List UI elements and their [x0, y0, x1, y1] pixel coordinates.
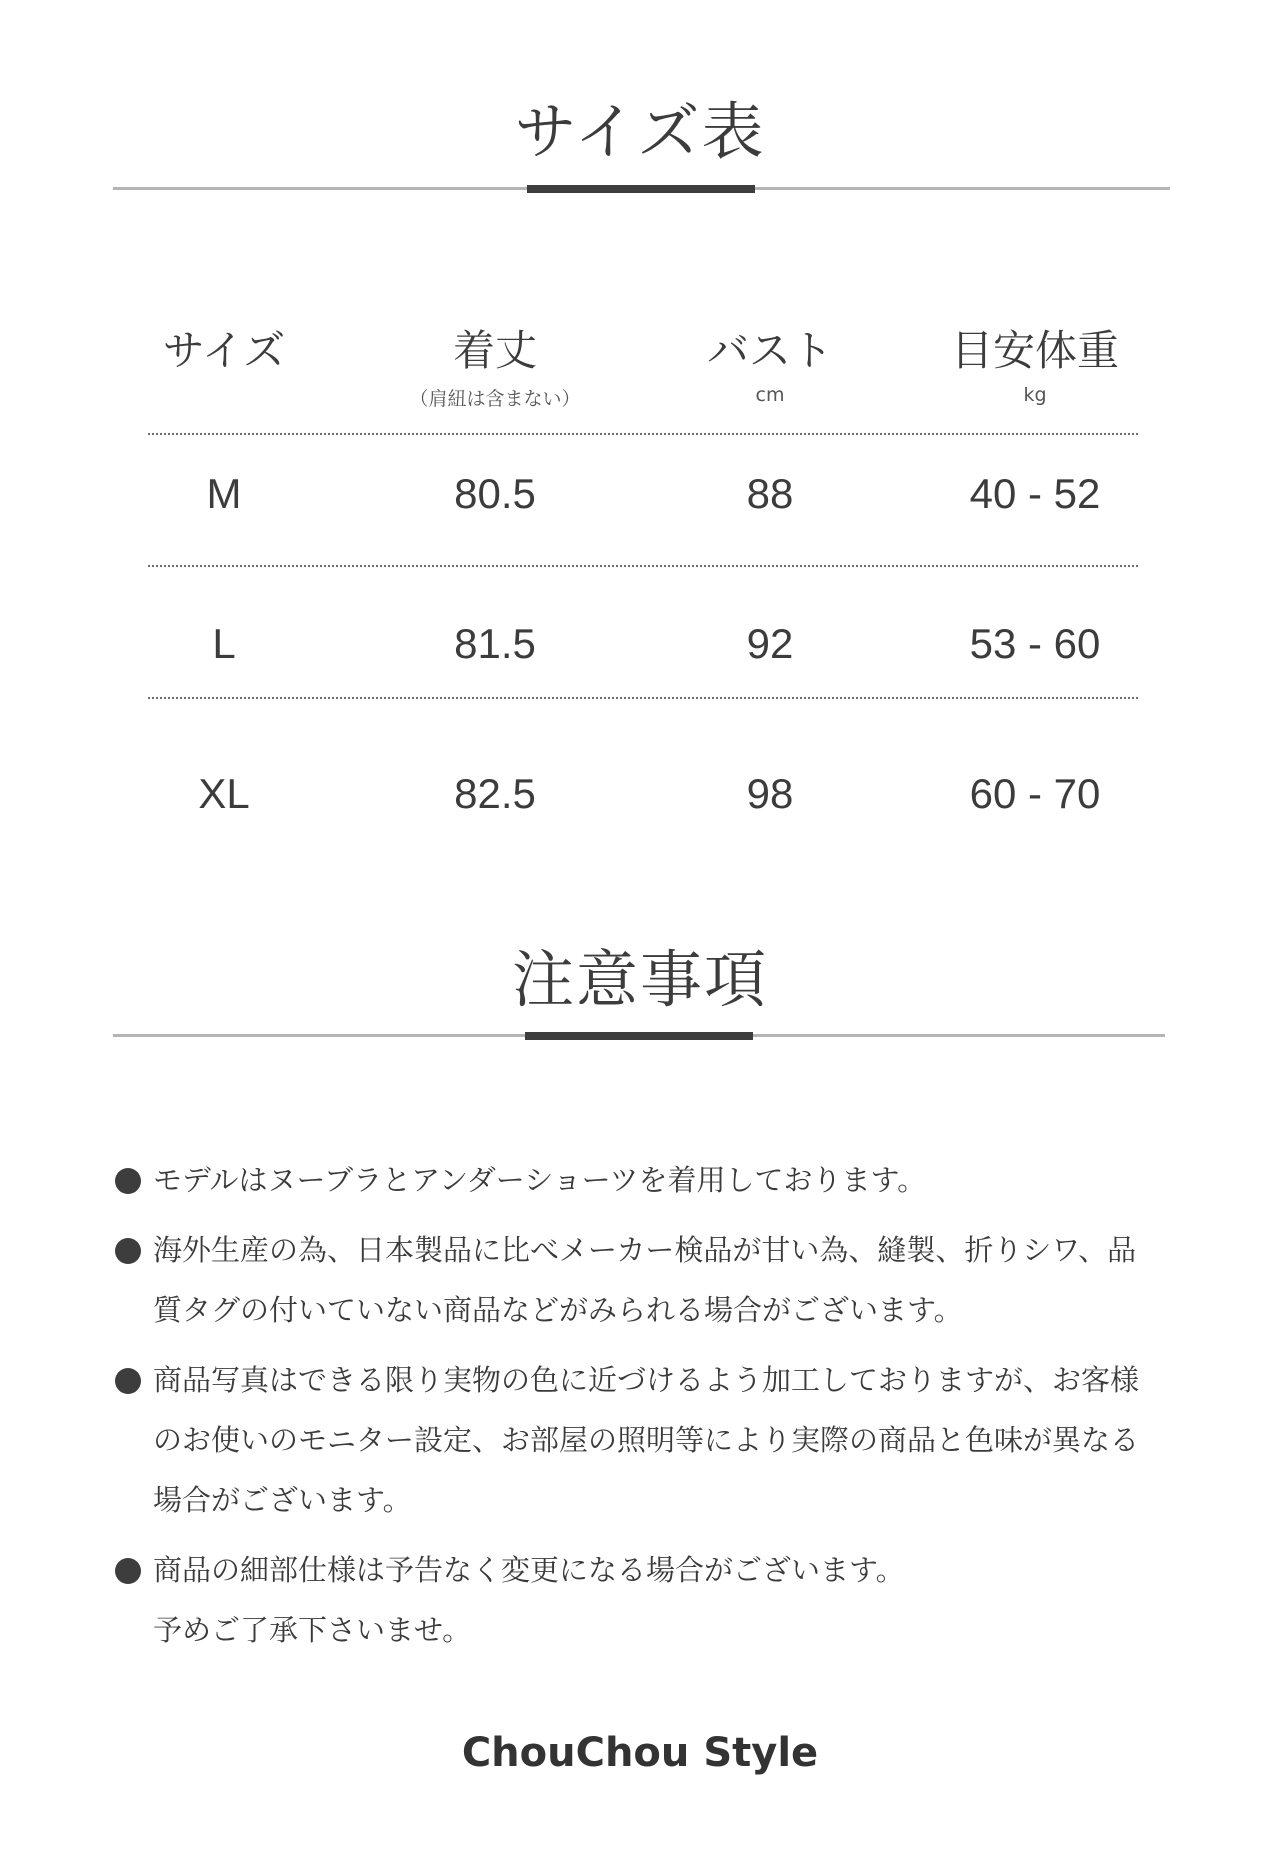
bullet-icon	[115, 1558, 141, 1584]
table-row-l-size: L	[212, 620, 236, 667]
table-row-xl-size: XL	[198, 770, 250, 817]
note-line: 予めご了承下さいませ。	[153, 1613, 472, 1647]
row-divider	[148, 433, 1138, 435]
note-line: のお使いのモニター設定、お部屋の照明等により実際の商品と色味が異なる	[153, 1423, 1140, 1457]
brand-logo: ChouChou Style	[461, 1730, 819, 1776]
table-row-xl-weight: 60 - 70	[969, 770, 1101, 817]
size-chart-title: サイズ表	[514, 95, 766, 168]
note-line: 質タグの付いていない商品などがみられる場合がございます。	[153, 1293, 963, 1327]
row-divider	[148, 697, 1138, 699]
bullet-icon	[115, 1368, 141, 1394]
table-row-m-bust: 88	[746, 470, 794, 517]
table-row-m-weight: 40 - 52	[969, 470, 1101, 517]
header-bust-sub: cm	[755, 384, 785, 406]
header-size	[124, 318, 324, 378]
header-bust	[665, 318, 875, 406]
header-bust-label: バスト	[706, 326, 833, 375]
table-row-xl-length: 82.5	[454, 770, 536, 817]
header-weight-sub: kg	[1023, 384, 1047, 406]
list-item	[115, 1220, 1175, 1340]
notes-list	[115, 1150, 1175, 1670]
note-line: 場合がございます。	[153, 1483, 412, 1517]
bullet-icon	[115, 1168, 141, 1194]
table-row-l-bust: 92	[746, 620, 794, 667]
header-weight-label: 目安体重	[950, 326, 1119, 375]
table-row-m-length: 80.5	[454, 470, 536, 517]
row-divider	[148, 565, 1138, 567]
header-size-label: サイズ	[162, 326, 286, 375]
note-line: 商品の細部仕様は予告なく変更になる場合がございます。	[153, 1553, 905, 1587]
note-line: 海外生産の為、日本製品に比べメーカー検品が甘い為、縫製、折りシワ、品	[153, 1233, 1137, 1267]
notes-divider-accent	[525, 1032, 753, 1040]
table-row-l-length: 81.5	[454, 620, 536, 667]
list-item	[115, 1350, 1175, 1530]
header-length-sub: （肩紐は含まない）	[409, 388, 581, 410]
notes-title: 注意事項	[511, 943, 768, 1016]
table-row-m-size: M	[206, 470, 242, 517]
header-length	[360, 318, 630, 411]
list-item	[115, 1150, 1175, 1210]
list-item	[115, 1540, 1175, 1660]
size-chart-divider-accent	[527, 185, 755, 193]
header-length-label: 着丈	[452, 326, 537, 375]
table-row-l-weight: 53 - 60	[969, 620, 1101, 667]
note-line: モデルはヌーブラとアンダーショーツを着用しております。	[153, 1163, 927, 1197]
note-line: 商品写真はできる限り実物の色に近づけるよう加工しておりますが、お客様	[153, 1363, 1140, 1397]
header-weight	[920, 318, 1150, 406]
table-row-xl-bust: 98	[746, 770, 794, 817]
bullet-icon	[115, 1238, 141, 1264]
